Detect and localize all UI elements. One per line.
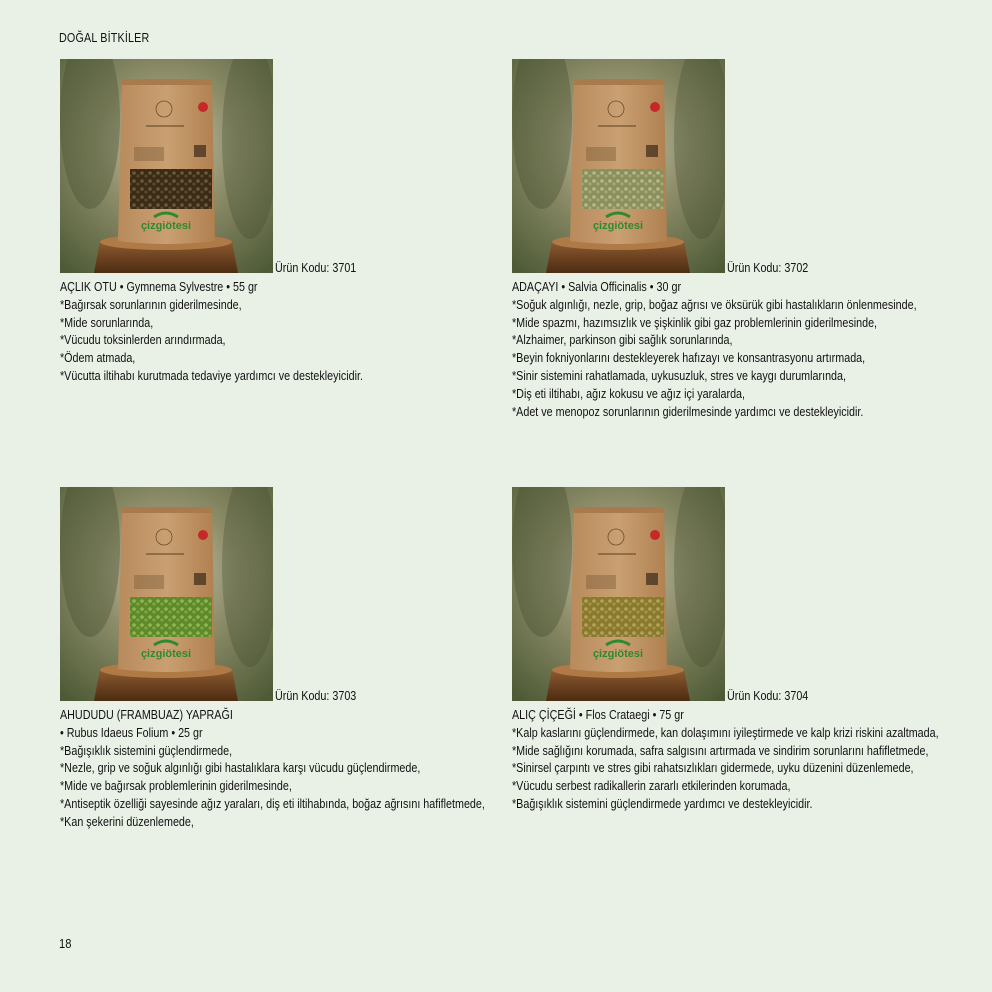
brand-lettering: çizgiötesi: [140, 648, 192, 660]
product-description: [512, 279, 942, 421]
benefit-line: *Vücudu serbest radikallerin zararlı etkilerinden korumada,: [512, 779, 791, 794]
product-code: Ürün Kodu: 3702: [727, 261, 809, 275]
brand-lettering: çizgiötesi: [140, 220, 192, 232]
product-photo: [60, 59, 273, 273]
benefit-line: *Diş eti iltihabı, ağız kokusu ve ağız içi yaralarda,: [512, 386, 746, 401]
product-card: [60, 487, 490, 832]
product-header: ALIÇ ÇİÇEĞİ • Flos Crataegi • 75 gr: [512, 708, 684, 722]
benefit-line: *Sinir sistemini rahatlamada, uykusuzluk, stres ve kaygı durumlarında,: [512, 368, 847, 383]
benefit-line: *Mide spazmı, hazımsızlık ve şişkinlik gibi gaz problemlerinin giderilmesinde,: [512, 315, 878, 330]
product-code: Ürün Kodu: 3701: [275, 261, 357, 275]
benefit-line: *Sinirsel çarpıntı ve stres gibi rahatsızlıkları gidermede, uyku düzenini düzenlemede,: [512, 761, 914, 776]
benefit-line: *Bağışıklık sistemini güçlendirmede,: [60, 743, 233, 758]
benefit-line: *Kalp kaslarını güçlendirmede, kan dolaşımını iyileştirmede ve kalp krizi riskini azaltmada,: [512, 725, 939, 740]
benefit-line: *Antiseptik özelliği sayesinde ağız yaraları, diş eti iltihabında, boğaz ağrısını hafifletmede,: [60, 796, 485, 811]
benefit-line: *Alzhaimer, parkinson gibi sağlık sorunlarında,: [512, 333, 733, 348]
product-description: [60, 279, 490, 386]
product-photo: [512, 487, 725, 701]
product-card: [512, 59, 942, 421]
product-card: [512, 487, 942, 814]
benefit-line: *Mide ve bağırsak problemlerinin giderilmesinde,: [60, 779, 292, 794]
product-description: [512, 707, 942, 814]
benefit-line: *Mide sorunlarında,: [60, 315, 154, 330]
benefit-line: *Beyin fokniyonlarını destekleyerek hafızayı ve konsantrasyonu artırmada,: [512, 351, 866, 366]
product-code: Ürün Kodu: 3704: [727, 689, 809, 703]
benefit-line: *Ödem atmada,: [60, 351, 136, 366]
product-photo: [512, 59, 725, 273]
product-description: [60, 707, 490, 832]
product-header: AÇLIK OTU • Gymnema Sylvestre • 55 gr: [60, 280, 258, 294]
benefit-line: *Vücudu toksinlerden arındırmada,: [60, 333, 226, 348]
brand-lettering: çizgiötesi: [592, 648, 644, 660]
benefit-line: *Nezle, grip ve soğuk algınlığı gibi hastalıklara karşı vücudu güçlendirmede,: [60, 761, 421, 776]
product-photo: [60, 487, 273, 701]
brand-lettering: çizgiötesi: [592, 220, 644, 232]
benefit-line: *Bağırsak sorunlarının giderilmesinde,: [60, 297, 242, 312]
benefit-line: *Adet ve menopoz sorunlarının giderilmesinde yardımcı ve destekleyicidir.: [512, 404, 864, 419]
benefit-line: *Vücutta iltihabı kurutmada tedaviye yardımcı ve destekleyicidir.: [60, 368, 363, 383]
benefit-line: *Bağışıklık sistemini güçlendirmede yardımcı ve destekleyicidir.: [512, 796, 813, 811]
benefit-line: • Rubus Idaeus Folium • 25 gr: [60, 725, 203, 740]
product-header: ADAÇAYI • Salvia Officinalis • 30 gr: [512, 280, 682, 294]
product-card: [60, 59, 490, 386]
benefit-line: *Mide sağlığını korumada, safra salgısını artırmada ve sindirim sorunlarını hafifletmede,: [512, 743, 929, 758]
product-code: Ürün Kodu: 3703: [275, 689, 357, 703]
benefit-line: *Kan şekerini düzenlemede,: [60, 814, 194, 829]
product-header: AHUDUDU (FRAMBUAZ) YAPRAĞI: [60, 708, 233, 722]
benefit-line: *Soğuk algınlığı, nezle, grip, boğaz ağrısı ve öksürük gibi hastalıkların önlenmesinde,: [512, 297, 917, 312]
section-title: DOĞAL BİTKİLER: [59, 31, 150, 45]
page-number: 18: [59, 936, 72, 951]
